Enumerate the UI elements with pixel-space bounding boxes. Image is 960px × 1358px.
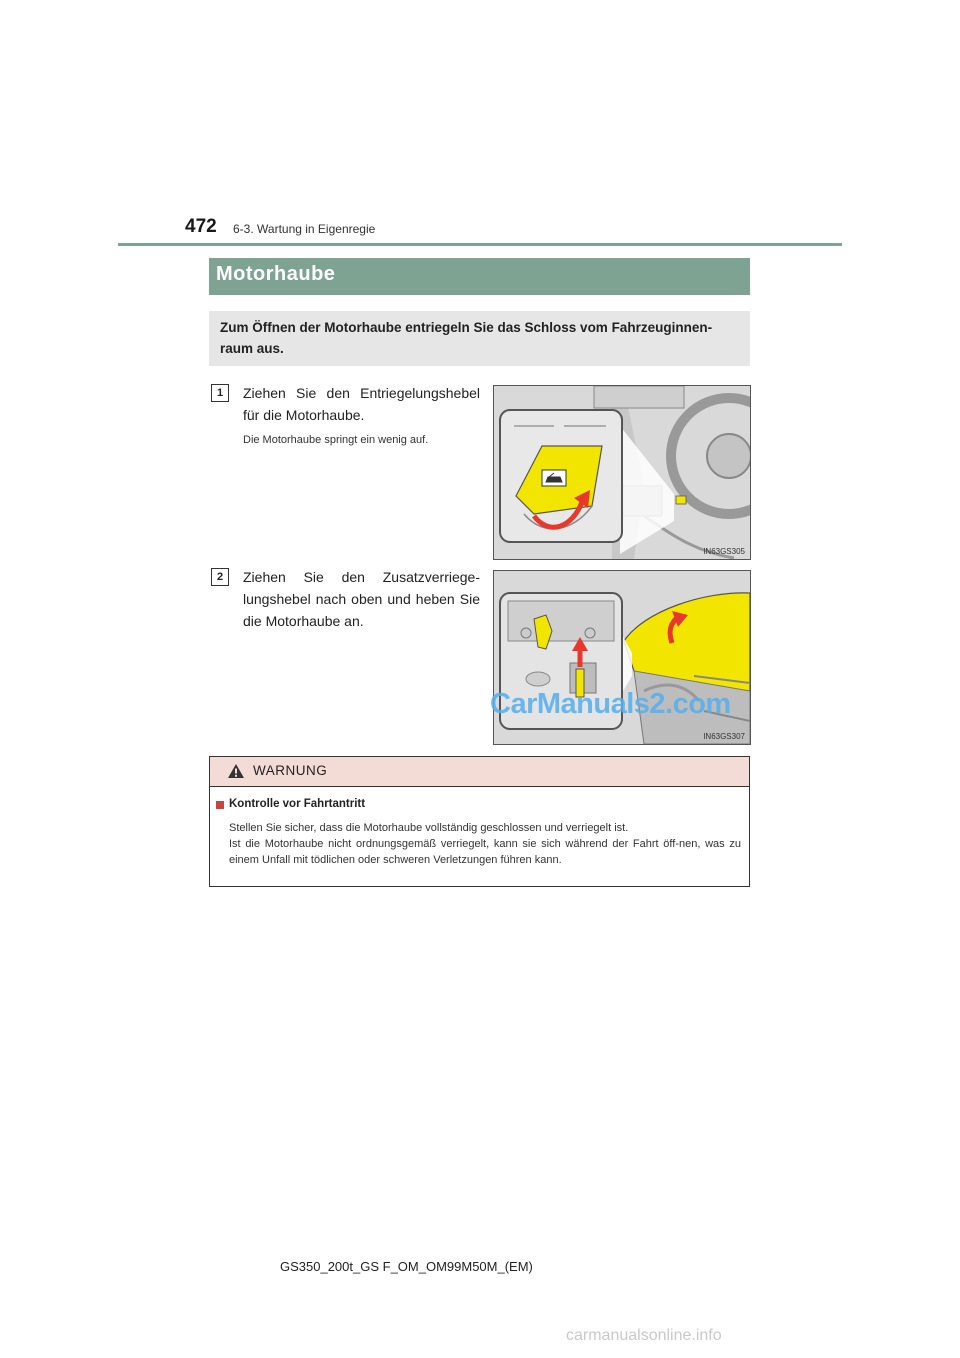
page-number: 472 [185,216,217,237]
warning-title: WARNUNG [253,763,328,778]
warning-header [210,757,749,787]
warning-line: Ist die Motorhaube nicht ordnungsgemäß verriegelt, kann sie sich während der Fahrt öff-nen, was zu einem Unfall mit tödlichen oder schweren Verletzungen führen kann. [229,838,741,866]
warning-subheading: Kontrolle vor Fahrtantritt [229,798,366,810]
title-bar [209,258,750,295]
warning-body [229,820,741,868]
footer-site: carmanualsonline.info [566,1327,722,1344]
hood-release-illustration [494,386,750,559]
watermark: CarManuals2.com [490,688,731,720]
figure-hood-release-lever [493,385,751,560]
warning-box [209,756,750,887]
bullet-square-icon [216,801,224,809]
step-2-text: Ziehen Sie den Zusatzverriege-lungshebel nach oben und heben Sie die Motorhaube an. [243,569,480,629]
intro-box [209,311,750,366]
warning-triangle-icon [227,763,245,779]
footer-model: GS350_200t_GS F_OM_OM99M50M_(EM) [280,1259,533,1274]
page-title: Motorhaube [216,263,336,285]
figure-code: IN63GS307 [703,732,745,741]
intro-text: Zum Öffnen der Motorhaube entriegeln Sie das Schloss vom Fahrzeuginnen-raum aus. [220,320,713,356]
step-1-text: Ziehen Sie den Entriegelungshebel für die Motorhaube. [243,385,480,423]
step-1-note: Die Motorhaube springt ein wenig auf. [243,434,429,446]
figure-code: IN63GS305 [703,547,745,556]
warning-line: Stellen Sie sicher, dass die Motorhaube vollständig geschlossen und verriegelt ist. [229,822,629,834]
section-title: 6-3. Wartung in Eigenregie [233,222,376,236]
step-number-2: 2 [211,568,229,586]
step-number-1: 1 [211,384,229,402]
header-rule [118,243,842,246]
hood-open-icon [542,470,566,486]
